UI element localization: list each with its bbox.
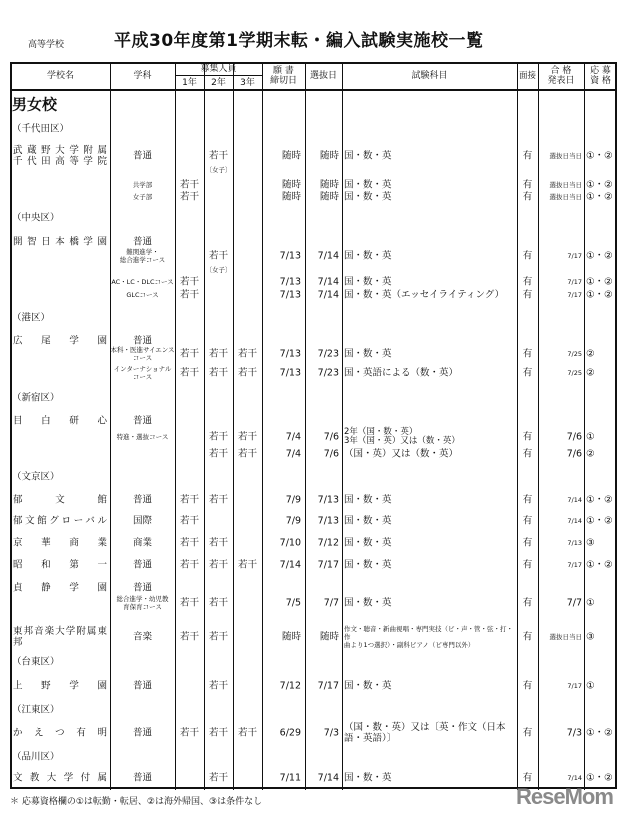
y2-cell: 若干 [208, 597, 228, 609]
subjects-cell: 国・数・英 [344, 494, 392, 506]
deadline-cell: 随時 [281, 150, 301, 162]
announce-cell: 7/17 [567, 682, 582, 690]
school-name: 郁文館グローバル [13, 515, 107, 527]
course-name: AC・LC・DLCコース [111, 278, 174, 286]
deadline-cell: 7/13 [279, 367, 301, 379]
school-name: 昭和第一 [13, 559, 107, 571]
subjects-cell: 国・数・英 [344, 597, 392, 609]
deadline-cell: 7/9 [285, 515, 301, 527]
column-divider [342, 63, 343, 790]
resemom-logo: ReseMom [516, 784, 613, 809]
subjects-cell: 国・数・英 [344, 515, 392, 527]
announce-cell: 7/14 [567, 496, 582, 504]
recruit-note: 〔女子〕 [205, 166, 232, 174]
y2-cell: 若干 [208, 367, 228, 379]
qual-cell: ①・② [586, 289, 613, 301]
course-name: 本科・医進サイエンス コース [110, 346, 175, 362]
department: 音楽 [132, 631, 152, 643]
ward-heading: （港区） [12, 312, 51, 324]
announce-cell: 7/17 [567, 252, 582, 260]
deadline-cell: 7/13 [279, 276, 301, 288]
interview-cell: 有 [522, 276, 533, 288]
y1-cell: 若干 [179, 727, 199, 739]
course-name: 女子部 [132, 193, 153, 201]
deadline-cell: 7/9 [285, 494, 301, 506]
department: 普通 [132, 150, 152, 162]
school-name: 京華商業 [13, 537, 107, 549]
ward-heading: （文京区） [12, 471, 60, 483]
y1-cell: 若干 [179, 276, 199, 288]
y2-cell: 若干 [208, 727, 228, 739]
subjects-cell: （国・英）又は（数・英） [344, 448, 459, 460]
deadline-cell: 7/4 [285, 431, 301, 443]
school-name: かえつ有明 [13, 727, 107, 739]
subjects-cell: 国・数・英 [344, 179, 392, 191]
qual-cell: ① [586, 431, 595, 443]
y3-cell: 若干 [237, 431, 257, 443]
deadline-cell: 7/13 [279, 250, 301, 262]
department: 普通 [132, 772, 152, 784]
school-name: 開智日本橋学園 [13, 236, 107, 248]
qual-cell: ③ [586, 537, 595, 549]
subjects-cell: 国・数・英 [344, 348, 392, 360]
date-cell: 7/3 [323, 727, 339, 739]
qual-cell: ① [586, 597, 595, 609]
date-cell: 7/13 [317, 515, 339, 527]
category-label: 高等学校 [28, 40, 65, 50]
y3-cell: 若干 [237, 448, 257, 460]
y1-cell: 若干 [179, 289, 199, 301]
date-cell: 7/14 [317, 289, 339, 301]
recruit-note: 〔女子〕 [205, 266, 232, 274]
y2-cell: 若干 [208, 680, 228, 692]
column-divider [538, 63, 539, 790]
announce-cell: 7/7 [566, 597, 582, 609]
deadline-cell: 6/29 [279, 727, 301, 739]
announce-cell: 7/25 [567, 369, 582, 377]
interview-cell: 有 [522, 515, 533, 527]
page-title: 平成30年度第1学期末転・編入試験実施校一覧 [114, 31, 484, 51]
ward-heading: （中央区） [12, 212, 60, 224]
y2-cell: 若干 [208, 537, 228, 549]
school-name: 郁文館 [13, 494, 107, 506]
y2-cell: 若干 [208, 250, 228, 262]
deadline-cell: 7/13 [279, 289, 301, 301]
department: 普通 [132, 727, 152, 739]
school-name: 東邦音楽大学附属東邦 [13, 626, 107, 648]
school-name: 上野学園 [13, 680, 107, 692]
announce-cell: 7/14 [567, 517, 582, 525]
interview-cell: 有 [522, 289, 533, 301]
department: 普通 [132, 335, 152, 347]
qual-cell: ①・② [586, 515, 613, 527]
qual-cell: ①・② [586, 772, 613, 784]
qual-cell: ①・② [586, 276, 613, 288]
interview-cell: 有 [522, 537, 533, 549]
school-name: 武蔵野大学附属 千代田高等学院 [13, 145, 107, 167]
deadline-cell: 随時 [281, 191, 301, 203]
y2-cell: 若干 [208, 631, 228, 643]
footnote: ＊ 応募資格欄の①は転勤・転居、②は海外帰国、③は条件なし [10, 797, 263, 807]
date-cell: 7/14 [317, 772, 339, 784]
y1-cell: 若干 [179, 179, 199, 191]
qual-cell: ② [586, 367, 595, 379]
qual-cell: ② [586, 348, 595, 360]
interview-cell: 有 [522, 559, 533, 571]
department: 普通 [132, 236, 152, 248]
y3-cell: 若干 [237, 727, 257, 739]
announce-cell: 7/17 [567, 291, 582, 299]
date-cell: 7/23 [317, 367, 339, 379]
deadline-cell: 7/14 [279, 559, 301, 571]
qual-cell: ② [586, 448, 595, 460]
header-school-name: 学校名 [46, 71, 74, 81]
y2-cell: 若干 [208, 448, 228, 460]
interview-cell: 有 [522, 250, 533, 262]
column-divider [175, 63, 176, 790]
y1-cell: 若干 [179, 537, 199, 549]
school-name: 文教大学付属 [13, 772, 107, 784]
qual-cell: ③ [586, 631, 595, 643]
interview-cell: 有 [522, 494, 533, 506]
interview-cell: 有 [522, 597, 533, 609]
qual-cell: ①・② [586, 727, 613, 739]
interview-cell: 有 [522, 367, 533, 379]
interview-cell: 有 [522, 348, 533, 360]
subjects-cell: 国・数・英 [344, 559, 392, 571]
subjects-cell: 国・数・英 [344, 680, 392, 692]
deadline-cell: 随時 [281, 179, 301, 191]
interview-cell: 有 [522, 179, 533, 191]
interview-cell: 有 [522, 680, 533, 692]
school-name: 目白研心 [13, 415, 107, 427]
y2-cell: 若干 [208, 494, 228, 506]
announce-cell: 7/13 [567, 539, 582, 547]
qual-cell: ① [586, 680, 595, 692]
qual-cell: ①・② [586, 179, 613, 191]
header-announce: 合 格 発表日 [547, 66, 575, 86]
y1-cell: 若干 [179, 494, 199, 506]
qual-cell: ①・② [586, 494, 613, 506]
y2-cell: 若干 [208, 431, 228, 443]
header-interview: 面接 [518, 71, 536, 81]
course-name: 総合進学・幼児教 育保育コース [116, 595, 169, 611]
subjects-cell: 国・英語による（数・英） [344, 367, 459, 379]
y2-cell: 若干 [208, 348, 228, 360]
announce-cell: 7/3 [566, 727, 582, 739]
subjects-cell: 作文・聴音・新曲視唱・専門実技（ピ・声・管・弦・打・作 曲より1つ選択）・副科ピアノ（ピ専門以外） [344, 625, 513, 649]
qual-cell: ①・② [586, 191, 613, 203]
interview-cell: 有 [522, 772, 533, 784]
school-name: 広尾学園 [13, 335, 107, 347]
y1-cell: 若干 [179, 631, 199, 643]
course-name: インターナショナル コース [113, 365, 172, 381]
interview-cell: 有 [522, 631, 533, 643]
subjects-cell: 国・数・英 [344, 537, 392, 549]
subjects-cell: 国・数・英 [344, 191, 392, 203]
deadline-cell: 7/5 [285, 597, 301, 609]
date-cell: 7/14 [317, 250, 339, 262]
ward-heading: （新宿区） [12, 392, 60, 404]
deadline-cell: 7/12 [279, 680, 301, 692]
department: 国際 [132, 515, 152, 527]
date-cell: 7/23 [317, 348, 339, 360]
course-name: 特進・選抜コース [116, 433, 169, 441]
y3-cell: 若干 [237, 367, 257, 379]
announce-cell: 7/6 [566, 448, 582, 460]
header-recruit: 募集人員 [200, 64, 237, 74]
header-dept: 学科 [133, 71, 152, 81]
deadline-cell: 随時 [281, 631, 301, 643]
subjects-cell: （国・数・英）又は〔英・作文（日本語・英語）〕 [344, 722, 506, 744]
deadline-cell: 7/11 [279, 772, 301, 784]
date-cell: 7/13 [317, 494, 339, 506]
date-cell: 7/7 [323, 597, 339, 609]
announce-cell: 7/6 [566, 431, 582, 443]
header-qualification: 応 募 資 格 [590, 66, 611, 86]
subjects-cell: 2年（国・数・英） 3年（国・英）又は（数・英） [344, 427, 460, 446]
interview-cell: 有 [522, 448, 533, 460]
y1-cell: 若干 [179, 559, 199, 571]
y2-cell: 若干 [208, 772, 228, 784]
date-cell: 7/12 [317, 537, 339, 549]
date-cell: 随時 [319, 191, 339, 203]
header-year2: 2年 [211, 77, 226, 88]
header-date: 選抜日 [309, 71, 337, 81]
header-deadline: 願 書 締切日 [269, 66, 297, 86]
department: 普通 [132, 680, 152, 692]
announce-cell: 7/25 [567, 350, 582, 358]
deadline-cell: 7/10 [279, 537, 301, 549]
announce-cell: 選抜日当日 [549, 152, 582, 160]
course-name: 難関進学・ 総合進学コース [119, 248, 166, 264]
date-cell: 7/6 [323, 448, 339, 460]
interview-cell: 有 [522, 191, 533, 203]
department: 普通 [132, 494, 152, 506]
y1-cell: 若干 [179, 367, 199, 379]
date-cell: 7/14 [317, 276, 339, 288]
date-cell: 7/17 [317, 680, 339, 692]
subjects-cell: 国・数・英 [344, 772, 392, 784]
announce-cell: 7/17 [567, 278, 582, 286]
header-subjects: 試験科目 [411, 71, 448, 81]
deadline-cell: 7/13 [279, 348, 301, 360]
deadline-cell: 7/4 [285, 448, 301, 460]
subjects-cell: 国・数・英 [344, 250, 392, 262]
course-name: GLCコース [126, 291, 159, 299]
subjects-cell: 国・数・英 [344, 276, 392, 288]
ward-heading: （千代田区） [12, 123, 70, 135]
ward-heading: （台東区） [12, 656, 60, 668]
y1-cell: 若干 [179, 191, 199, 203]
y2-cell: 若干 [208, 559, 228, 571]
header-year1: 1年 [182, 77, 197, 88]
y3-cell: 若干 [237, 559, 257, 571]
qual-cell: ①・② [586, 250, 613, 262]
y2-cell: 若干 [208, 150, 228, 162]
header-divider [10, 89, 617, 91]
y1-cell: 若干 [179, 597, 199, 609]
date-cell: 7/6 [323, 431, 339, 443]
qual-cell: ①・② [586, 559, 613, 571]
y1-cell: 若干 [179, 515, 199, 527]
y1-cell: 若干 [179, 348, 199, 360]
school-name: 貞静学園 [13, 582, 107, 594]
date-cell: 随時 [319, 179, 339, 191]
announce-cell: 選抜日当日 [549, 193, 582, 201]
announce-cell: 選抜日当日 [549, 181, 582, 189]
course-name: 共学部 [132, 181, 153, 189]
header-year3: 3年 [240, 77, 255, 88]
ward-heading: （江東区） [12, 704, 60, 716]
column-divider [233, 63, 234, 790]
department: 普通 [132, 559, 152, 571]
announce-cell: 7/14 [567, 774, 582, 782]
y3-cell: 若干 [237, 348, 257, 360]
date-cell: 7/17 [317, 559, 339, 571]
qual-cell: ①・② [586, 150, 613, 162]
interview-cell: 有 [522, 727, 533, 739]
date-cell: 随時 [319, 631, 339, 643]
subjects-cell: 国・数・英 [344, 150, 392, 162]
interview-cell: 有 [522, 150, 533, 162]
ward-heading: （品川区） [12, 751, 60, 763]
interview-cell: 有 [522, 431, 533, 443]
section-category: 男女校 [12, 95, 58, 114]
department: 普通 [132, 415, 152, 427]
announce-cell: 7/17 [567, 561, 582, 569]
department: 商業 [132, 537, 152, 549]
subjects-cell: 国・数・英（エッセイライティング） [344, 289, 505, 301]
date-cell: 随時 [319, 150, 339, 162]
announce-cell: 選抜日当日 [549, 633, 582, 641]
column-divider [584, 63, 585, 790]
department: 普通 [132, 582, 152, 594]
